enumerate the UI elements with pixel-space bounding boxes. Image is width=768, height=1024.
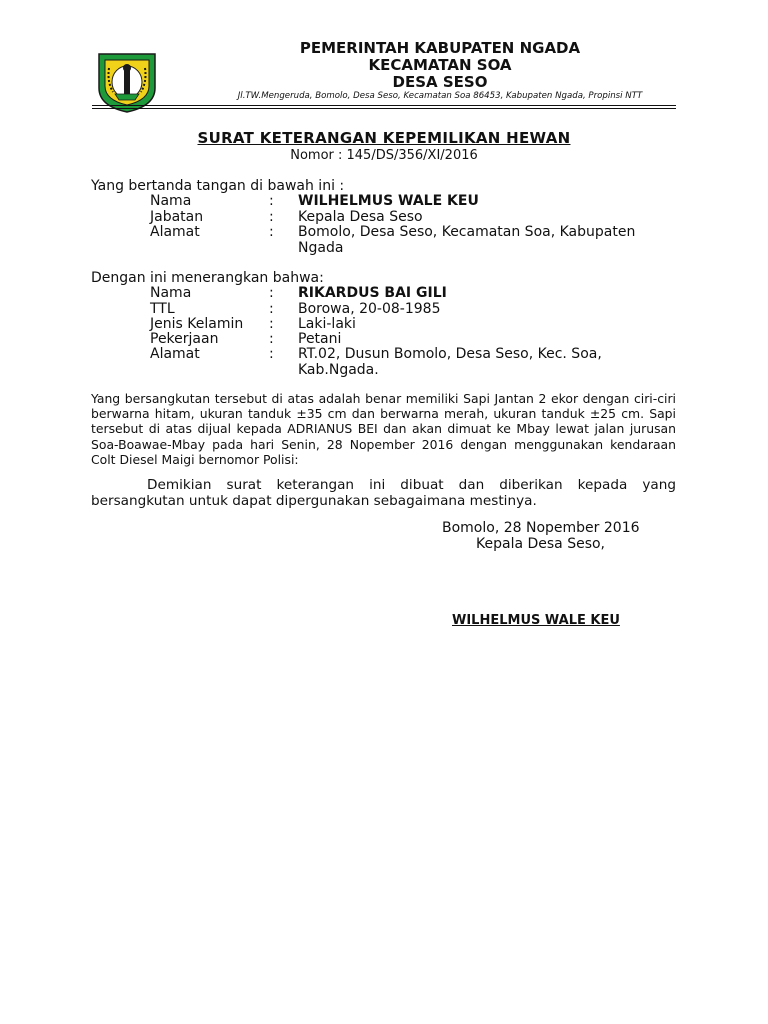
header-address: Jl.TW.Mengeruda, Bomolo, Desa Seso, Kecamatan Soa 86453, Kabupaten Ngada, Propinsi NTT: [237, 91, 643, 101]
signer-position-value: Kepala Desa Seso: [298, 209, 423, 225]
subject-address-value-cont: Kab.Ngada.: [298, 362, 379, 378]
signature-name: WILHELMUS WALE KEU: [452, 613, 620, 628]
signer-intro: Yang bertanda tangan di bawah ini :: [91, 178, 345, 194]
subject-gender-value: Laki-laki: [298, 316, 356, 332]
subject-address-value: RT.02, Dusun Bomolo, Desa Seso, Kec. Soa,: [298, 346, 602, 362]
signer-name-value: WILHELMUS WALE KEU: [298, 193, 479, 209]
closing-paragraph: [91, 477, 676, 510]
signer-address-label: Alamat: [150, 224, 200, 240]
header-divider: [92, 105, 676, 106]
subject-name-colon: :: [269, 285, 274, 301]
signature-role: Kepala Desa Seso,: [476, 536, 606, 552]
signer-name-colon: :: [269, 193, 274, 209]
signer-position-colon: :: [269, 209, 274, 225]
signer-address-colon: :: [269, 224, 274, 240]
document-number: Nomor : 145/DS/356/XI/2016: [290, 148, 478, 163]
subject-gender-colon: :: [269, 316, 274, 332]
signature-place-date: Bomolo, 28 Nopember 2016: [442, 520, 640, 536]
subject-birth-colon: :: [269, 301, 274, 317]
header-district: KECAMATAN SOA: [368, 56, 512, 74]
signer-address-value: Bomolo, Desa Seso, Kecamatan Soa, Kabupaten: [298, 224, 636, 240]
subject-name-label: Nama: [150, 285, 192, 301]
document-title: SURAT KETERANGAN KEPEMILIKAN HEWAN: [197, 129, 571, 147]
signer-position-label: Jabatan: [150, 209, 204, 225]
header-government: PEMERINTAH KABUPATEN NGADA: [299, 39, 581, 57]
subject-address-colon: :: [269, 346, 274, 362]
subject-name-value: RIKARDUS BAI GILI: [298, 285, 447, 301]
subject-gender-label: Jenis Kelamin: [150, 316, 244, 332]
subject-intro: Dengan ini menerangkan bahwa:: [91, 270, 324, 286]
subject-address-label: Alamat: [150, 346, 200, 362]
header-village: DESA SESO: [392, 73, 488, 91]
body-paragraph: Yang bersangkutan tersebut di atas adalah benar memiliki Sapi Jantan 2 ekor dengan ciri-ciri berwarna hitam, ukuran tanduk ±35 cm dan berwarna merah, ukuran tanduk ±25 cm. Sapi tersebut di atas dijual kepada ADRIANUS BEI dan akan dimuat ke Mbay lewat jalan jurusan Soa-Boawae-Mbay pada hari Senin, 28 Nopember 2016 dengan menggunakan kendaraan Colt Diesel Maigi bernomor Polisi:: [91, 391, 676, 467]
subject-birth-value: Borowa, 20-08-1985: [298, 301, 441, 317]
signer-address-value-cont: Ngada: [298, 240, 344, 256]
signer-name-label: Nama: [150, 193, 192, 209]
header-divider-thin: [92, 108, 676, 109]
closing-text: Demikian surat keterangan ini dibuat dan diberikan kepada yang bersangkutan untuk dapat dipergunakan sebagaimana mestinya.: [91, 477, 676, 510]
subject-job-value: Petani: [298, 331, 342, 347]
subject-birth-label: TTL: [150, 301, 175, 317]
subject-job-label: Pekerjaan: [150, 331, 219, 347]
subject-job-colon: :: [269, 331, 274, 347]
